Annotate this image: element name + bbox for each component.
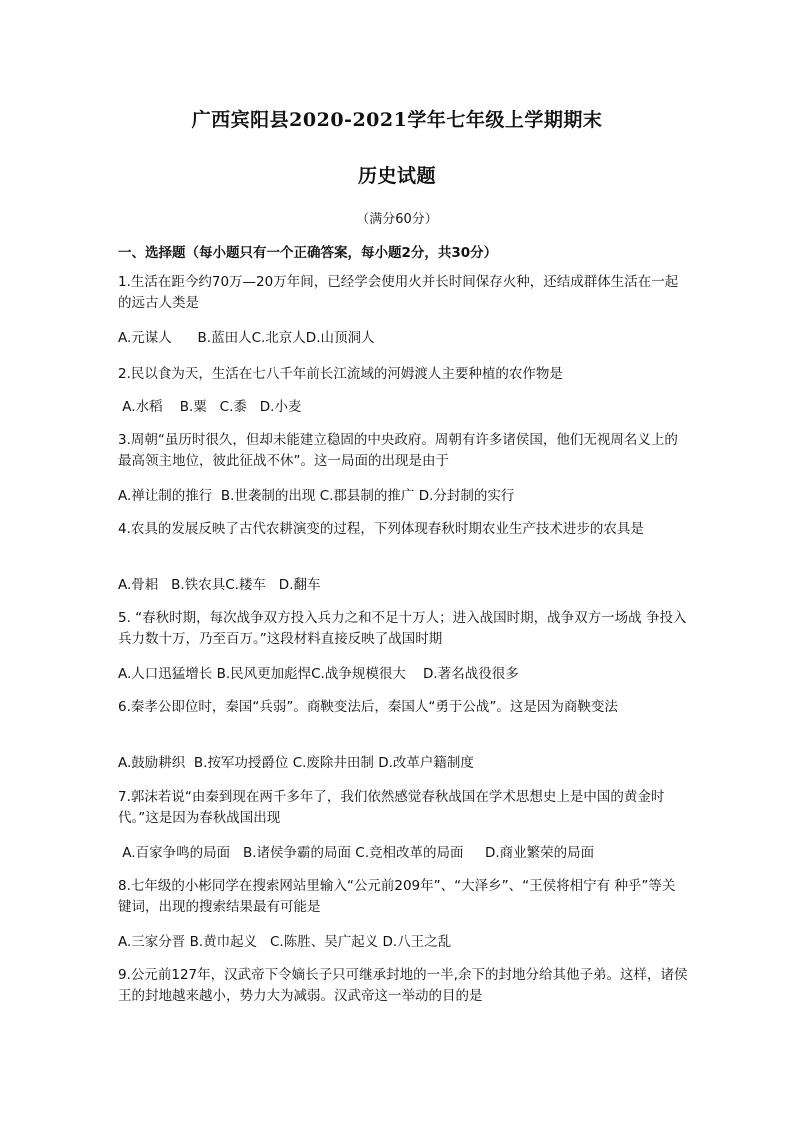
exam-subject: 历史试题 [357,165,436,187]
question-8-options: A.三家分晋 B.黄巾起义 C.陈胜、吴广起义 D.八王之乱 [118,934,452,950]
question-4-text: 4.农具的发展反映了古代农耕演变的过程，下列体现春秋时期农业生产技术进步的农具是 [118,521,644,537]
question-8-text: 8.七年级的小彬同学在搜索网站里输入“公元前209年”、“大泽乡”、“王侯将相宁有 种乎”等关键词，出现的搜索结果最有可能是 [118,878,676,915]
question-5-options: A.人口迅猛增长 B.民风更加彪悍C.战争规模很大 D.著名战役很多 [118,666,519,682]
question-6-options: A.鼓励耕织 B.按军功授爵位 C.废除井田制 D.改革户籍制度 [118,755,474,771]
score-note: （满分60分） [356,212,438,227]
question-9-text: 9.公元前127年，汉武帝下令嫡长子只可继承封地的一半,余下的封地分给其他子弟。这样，诸侯王的封地越来越小，势力大为减弱。汉武帝这一举动的目的是 [118,967,688,1004]
question-1-options: A.元谋人 B.蓝田人C.北京人D.山顶洞人 [118,330,375,346]
question-2-text: 2.民以食为天，生活在七八千年前长江流域的河姆渡人主要种植的农作物是 [118,366,563,382]
question-4-options: A.骨耜 B.铁农具C.耧车 D.翻车 [118,577,321,593]
question-7-options: A.百家争鸣的局面 B.诸侯争霸的局面 C.竞相改革的局面 D.商业繁荣的局面 [118,845,595,861]
question-3-options: A.禅让制的推行 B.世袭制的出现 C.郡县制的推广 D.分封制的实行 [118,488,515,504]
section-heading: 一、选择题（每小题只有一个正确答案，每小题2分，共30分） [118,245,498,261]
question-7-text: 7.郭沫若说“由秦到现在两千多年了，我们依然感觉春秋战国在学术思想史上是中国的黄金时代。”这是因为春秋战国出现 [118,789,665,826]
question-5-text: 5. “春秋时期，每次战争双方投入兵力之和不足十万人；进入战国时期，战争双方一场战 争投入兵力数十万，乃至百万。”这段材料直接反映了战国时期 [118,610,687,647]
question-6-text: 6.秦孝公即位时，秦国“兵弱”。商鞅变法后，秦国人“勇于公战”。这是因为商鞅变法 [118,699,618,715]
question-2-options: A.水稻 B.粟 C.黍 D.小麦 [118,399,302,415]
question-3-text: 3.周朝“虽历时很久，但却未能建立稳固的中央政府。周朝有许多诸侯国，他们无视周名义上的最高领主地位，彼此征战不休”。这一局面的出现是由于 [118,432,678,469]
exam-title: 广西宾阳县2020-2021学年七年级上学期期末 [191,109,603,131]
question-1-text: 1.生活在距今约70万—20万年间，已经学会使用火并长时间保存火种，还结成群体生活在一起的远古人类是 [118,274,679,311]
